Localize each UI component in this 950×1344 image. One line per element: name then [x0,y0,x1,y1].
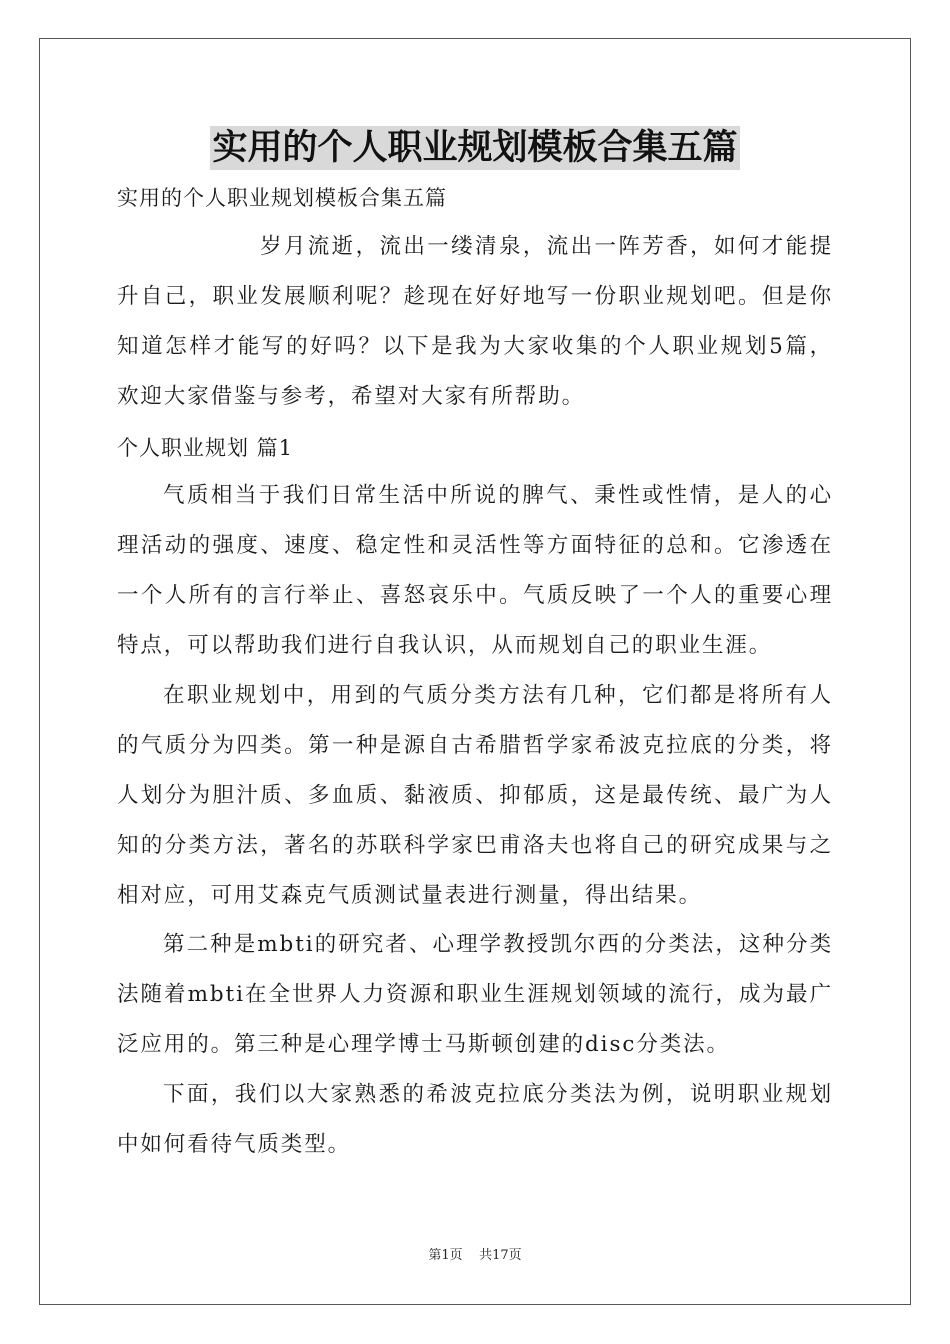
page-total: 共17页 [479,1248,522,1263]
body-paragraph-3: 第二种是mbti的研究者、心理学教授凯尔西的分类法，这种分类法随着mbti在全世界人力资源和职业生涯规划领域的流行，成为最广泛应用的。第三种是心理学博士马斯顿创建的disc分类法。 [117,932,833,1057]
section-heading: 个人职业规划 篇1 [117,436,294,460]
body-paragraph-1: 气质相当于我们日常生活中所说的脾气、秉性或性情，是人的心理活动的强度、速度、稳定性和灵活性等方面特征的总和。它渗透在一个人所有的言行举止、喜怒哀乐中。气质反映了一个人的重要心理特点，可以帮助我们进行自我认识，从而规划自己的职业生涯。 [117,483,833,658]
body-paragraph-2: 在职业规划中，用到的气质分类方法有几种，它们都是将所有人的气质分为四类。第一种是源自古希腊哲学家希波克拉底的分类，将人划分为胆汁质、多血质、黏液质、抑郁质，这是最传统、最广为人知的分类方法，著名的苏联科学家巴甫洛夫也将自己的研究成果与之相对应，可用艾森克气质测试量表进行测量，得出结果。 [117,683,833,908]
intro-paragraph: 岁月流逝，流出一缕清泉，流出一阵芳香，如何才能提升自己，职业发展顺利呢？趁现在好好地写一份职业规划吧。但是你知道怎样才能写的好吗？以下是我为大家收集的个人职业规划5篇，欢迎大家借鉴与参考，希望对大家有所帮助。 [117,234,833,409]
document-subtitle: 实用的个人职业规划模板合集五篇 [117,186,447,210]
body-paragraph-4: 下面，我们以大家熟悉的希波克拉底分类法为例，说明职业规划中如何看待气质类型。 [117,1082,833,1157]
page-number: 第1页 [428,1248,463,1263]
document-title: 实用的个人职业规划模板合集五篇 [212,127,738,168]
title-wrap [0,126,950,170]
page-footer [0,1247,950,1265]
